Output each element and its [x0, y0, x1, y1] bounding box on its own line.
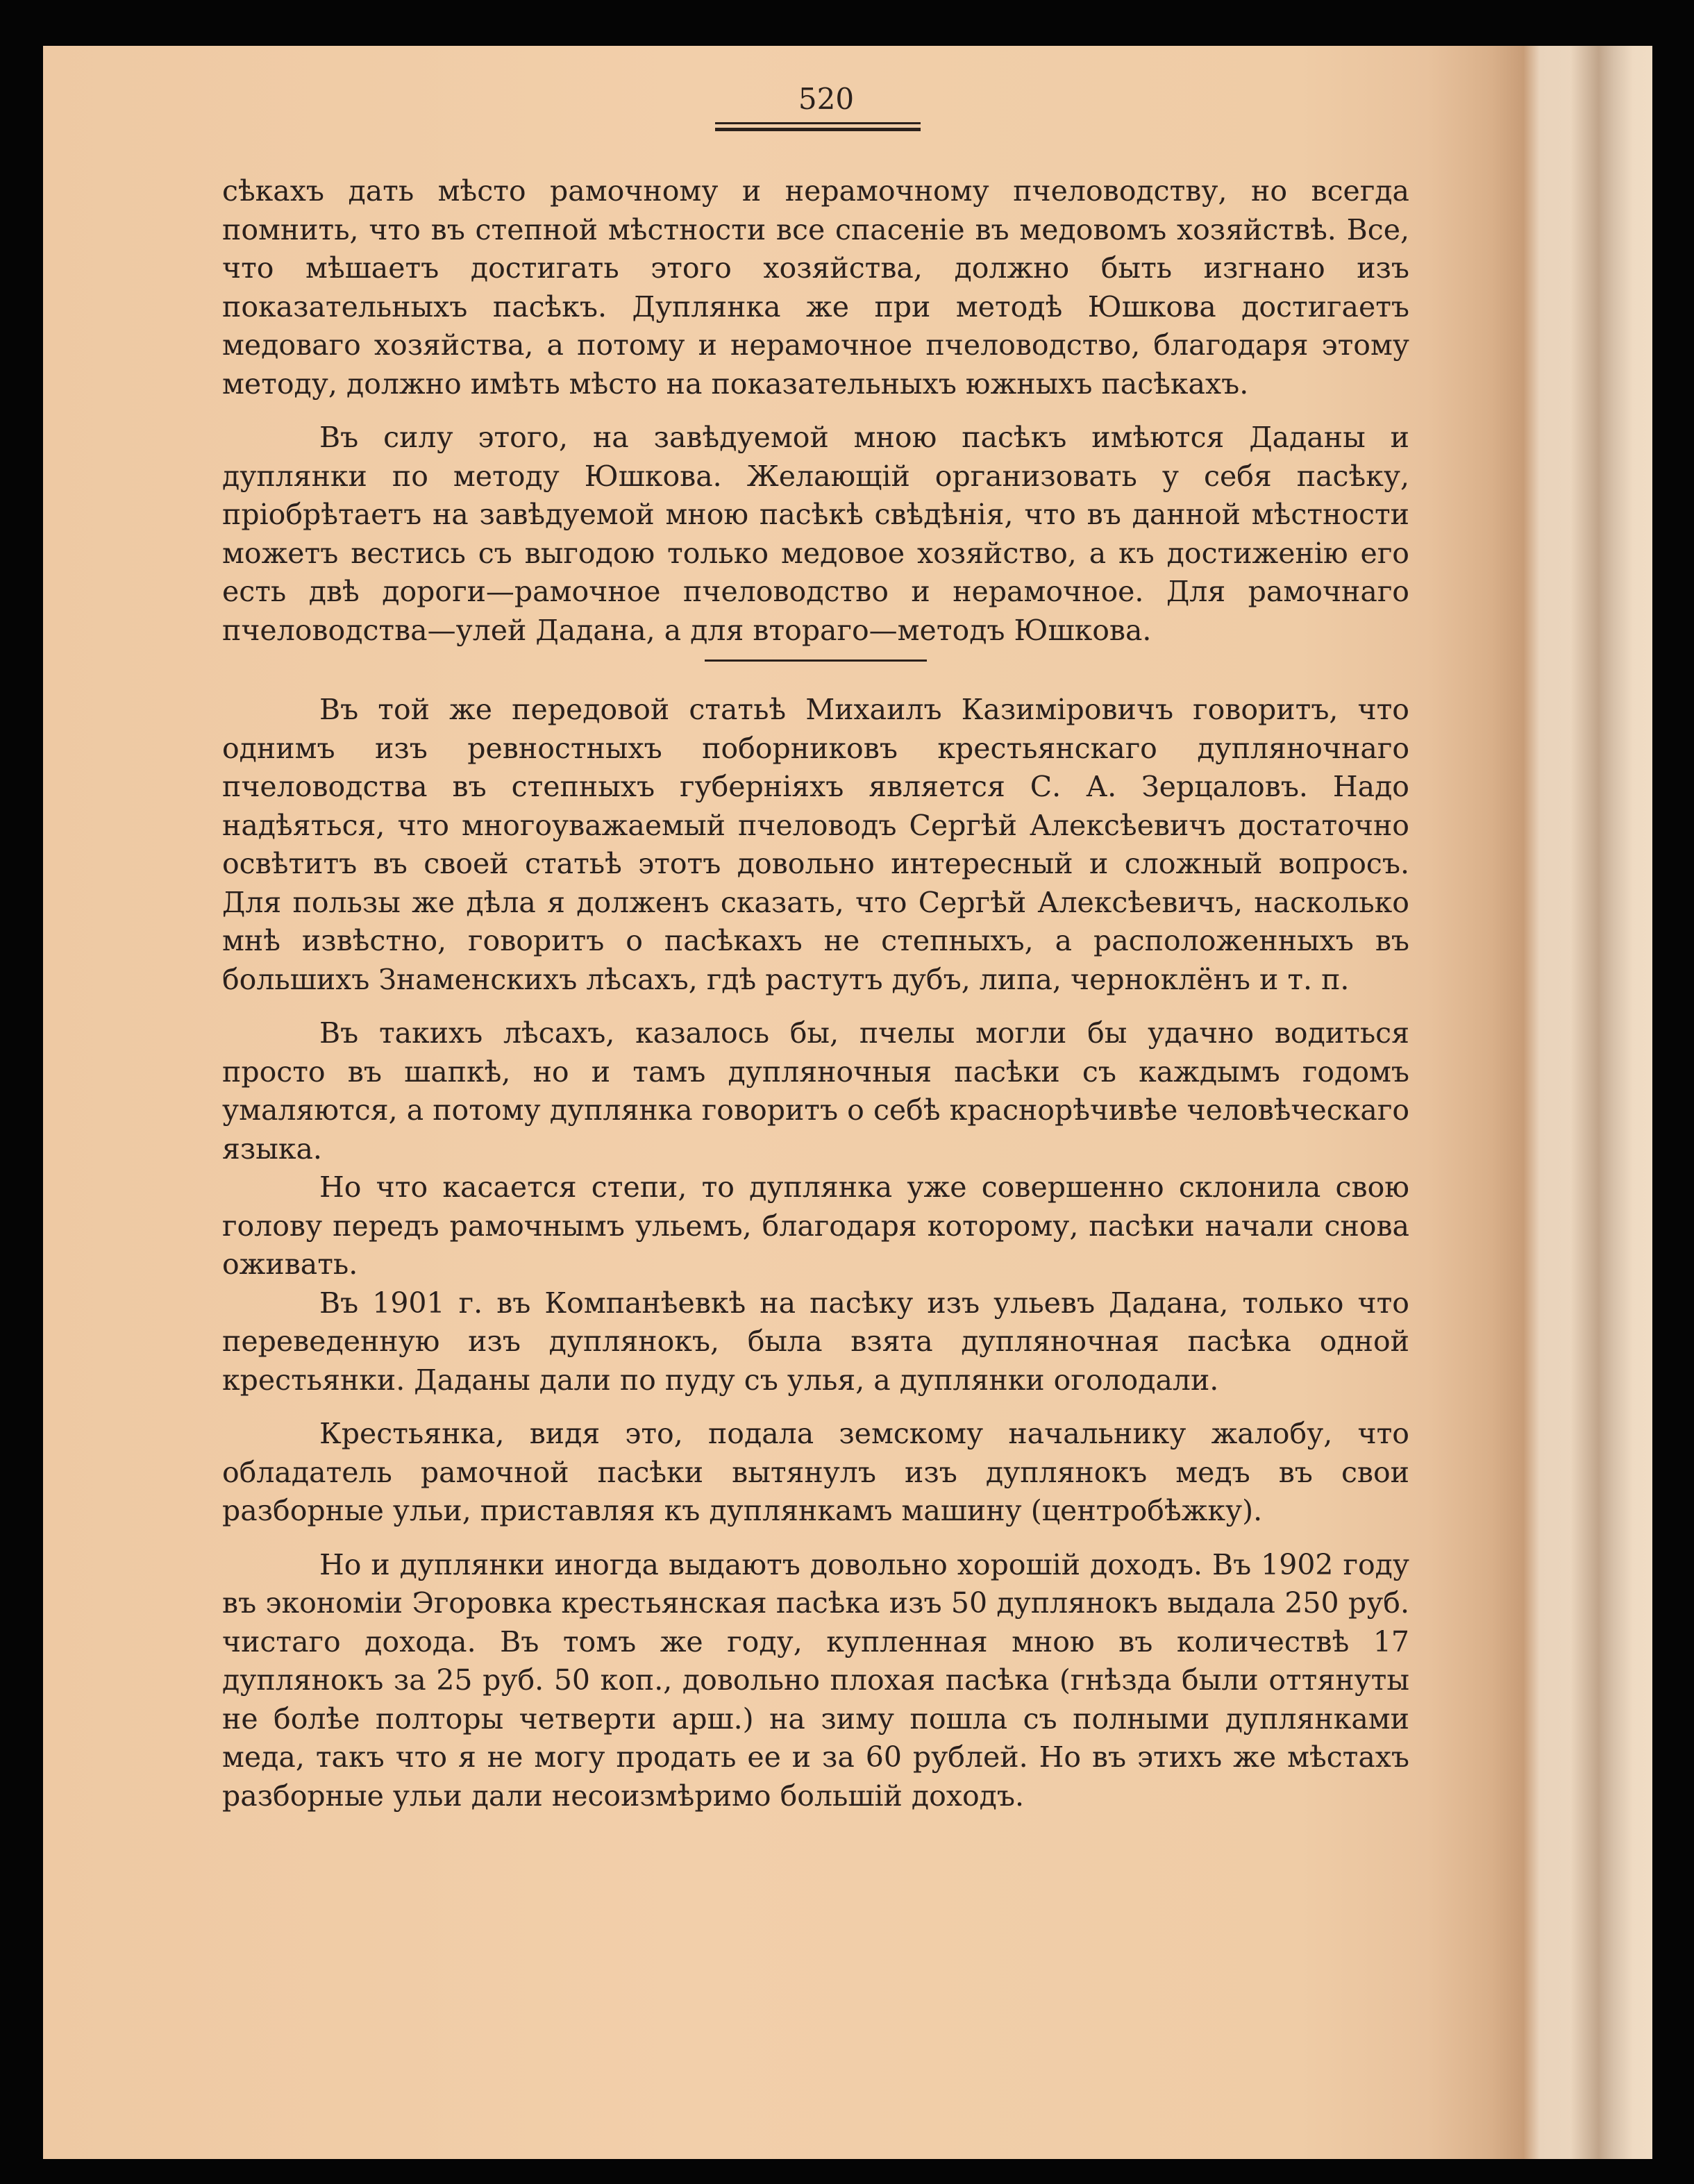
paragraph-gap: [222, 999, 1409, 1014]
paragraph-gap: [222, 403, 1409, 419]
paragraph: Но что касается степи, то дуплянка уже совершенно склонила свою голову передъ рамочнымъ ульемъ, благодаря которому, пасѣки начали снова оживать.: [222, 1170, 1409, 1281]
paragraph: Въ силу этого, на завѣдуемой мною пасѣкъ имѣются Даданы и дуплянки по методу Юшкова. Желающій организовать у себя пасѣку, пріобрѣтаетъ на завѣдуемой мною пасѣкѣ свѣдѣнія, что въ данной мѣстности можетъ вестись съ выгодою только медовое хозяйство, а къ достиженію его есть двѣ дороги—рамочное пчеловодство и нерамочное. Для рамочнаго пчеловодства—улей Дадана, а для втораго—методъ Юшкова.: [222, 421, 1409, 647]
paragraph: Въ той же передовой статьѣ Михаилъ Казиміровичъ говоритъ, что однимъ изъ ревностныхъ поборниковъ крестьянскаго дупляночнаго пчеловодства въ степныхъ губерніяхъ является С. А. Зерцаловъ. Надо надѣяться, что многоуважаемый пчеловодъ Сергѣй Алексѣевичъ достаточно освѣтитъ въ своей статьѣ этотъ довольно интересный и сложный вопросъ. Для пользы же дѣла я долженъ сказать, что Сергѣй Алексѣевичъ, насколько мнѣ извѣстно, говоритъ о пасѣкахъ не степныхъ, а расположенныхъ въ большихъ Знаменскихъ лѣсахъ, гдѣ растутъ дубъ, липа, черноклёнъ и т. п.: [222, 693, 1409, 996]
body-text: [222, 172, 1409, 1815]
paragraph-gap: [222, 1531, 1409, 1546]
paragraph: Но и дуплянки иногда выдаютъ довольно хорошій доходъ. Въ 1902 году въ экономіи Эгоровка крестьянская пасѣка изъ 50 дуплянокъ выдала 250 руб. чистаго дохода. Въ томъ же году, купленная мною въ количествѣ 17 дуплянокъ за 25 руб. 50 коп., довольно плохая пасѣка (гнѣзда были оттянуты не болѣе полторы четверти арш.) на зиму пошла съ полными дуплянками меда, такъ что я не могу продать ее и за 60 рублей. Но въ этихъ же мѣстахъ разборные ульи дали несоизмѣримо большій доходъ.: [222, 1547, 1409, 1813]
paragraph: Въ 1901 г. въ Компанѣевкѣ на пасѣку изъ ульевъ Дадана, только что переведенную изъ дуплянокъ, была взята дупляночная пасѣка одной крестьянки. Даданы дали по пуду съ улья, а дуплянки оголодали.: [222, 1286, 1409, 1397]
paragraph: сѣкахъ дать мѣсто рамочному и нерамочному пчеловодству, но всегда помнить, что въ степной мѣстности все спасеніе въ медовомъ хозяйствѣ. Все, что мѣшаетъ достигать этого хозяйства, должно быть изгнано изъ показательныхъ пасѣкъ. Дуплянка же при методѣ Юшкова достигаетъ медоваго хозяйства, а потому и нерамочное пчеловодство, благодаря этому методу, должно имѣть мѣсто на показательныхъ южныхъ пасѣкахъ.: [222, 174, 1409, 401]
header-rule-thick: [715, 128, 921, 131]
page-gutter-shadow: [1570, 46, 1633, 2159]
paragraph: Крестьянка, видя это, подала земскому начальнику жалобу, что обладатель рамочной пасѣки вытянулъ изъ дуплянокъ медъ въ свои разборные ульи, приставляя къ дуплянкамъ машину (центробѣжку).: [222, 1417, 1409, 1527]
page-number: 520: [798, 82, 855, 116]
paragraph: Въ такихъ лѣсахъ, казалось бы, пчелы могли бы удачно водиться просто въ шапкѣ, но и тамъ дупляночныя пасѣки съ каждымъ годомъ умаляются, а потому дуплянка говоритъ о себѣ краснорѣчивѣе человѣческаго языка.: [222, 1016, 1409, 1166]
section-separator: [705, 660, 927, 662]
header-rule-thin: [715, 122, 921, 124]
paragraph-gap: [222, 1400, 1409, 1415]
